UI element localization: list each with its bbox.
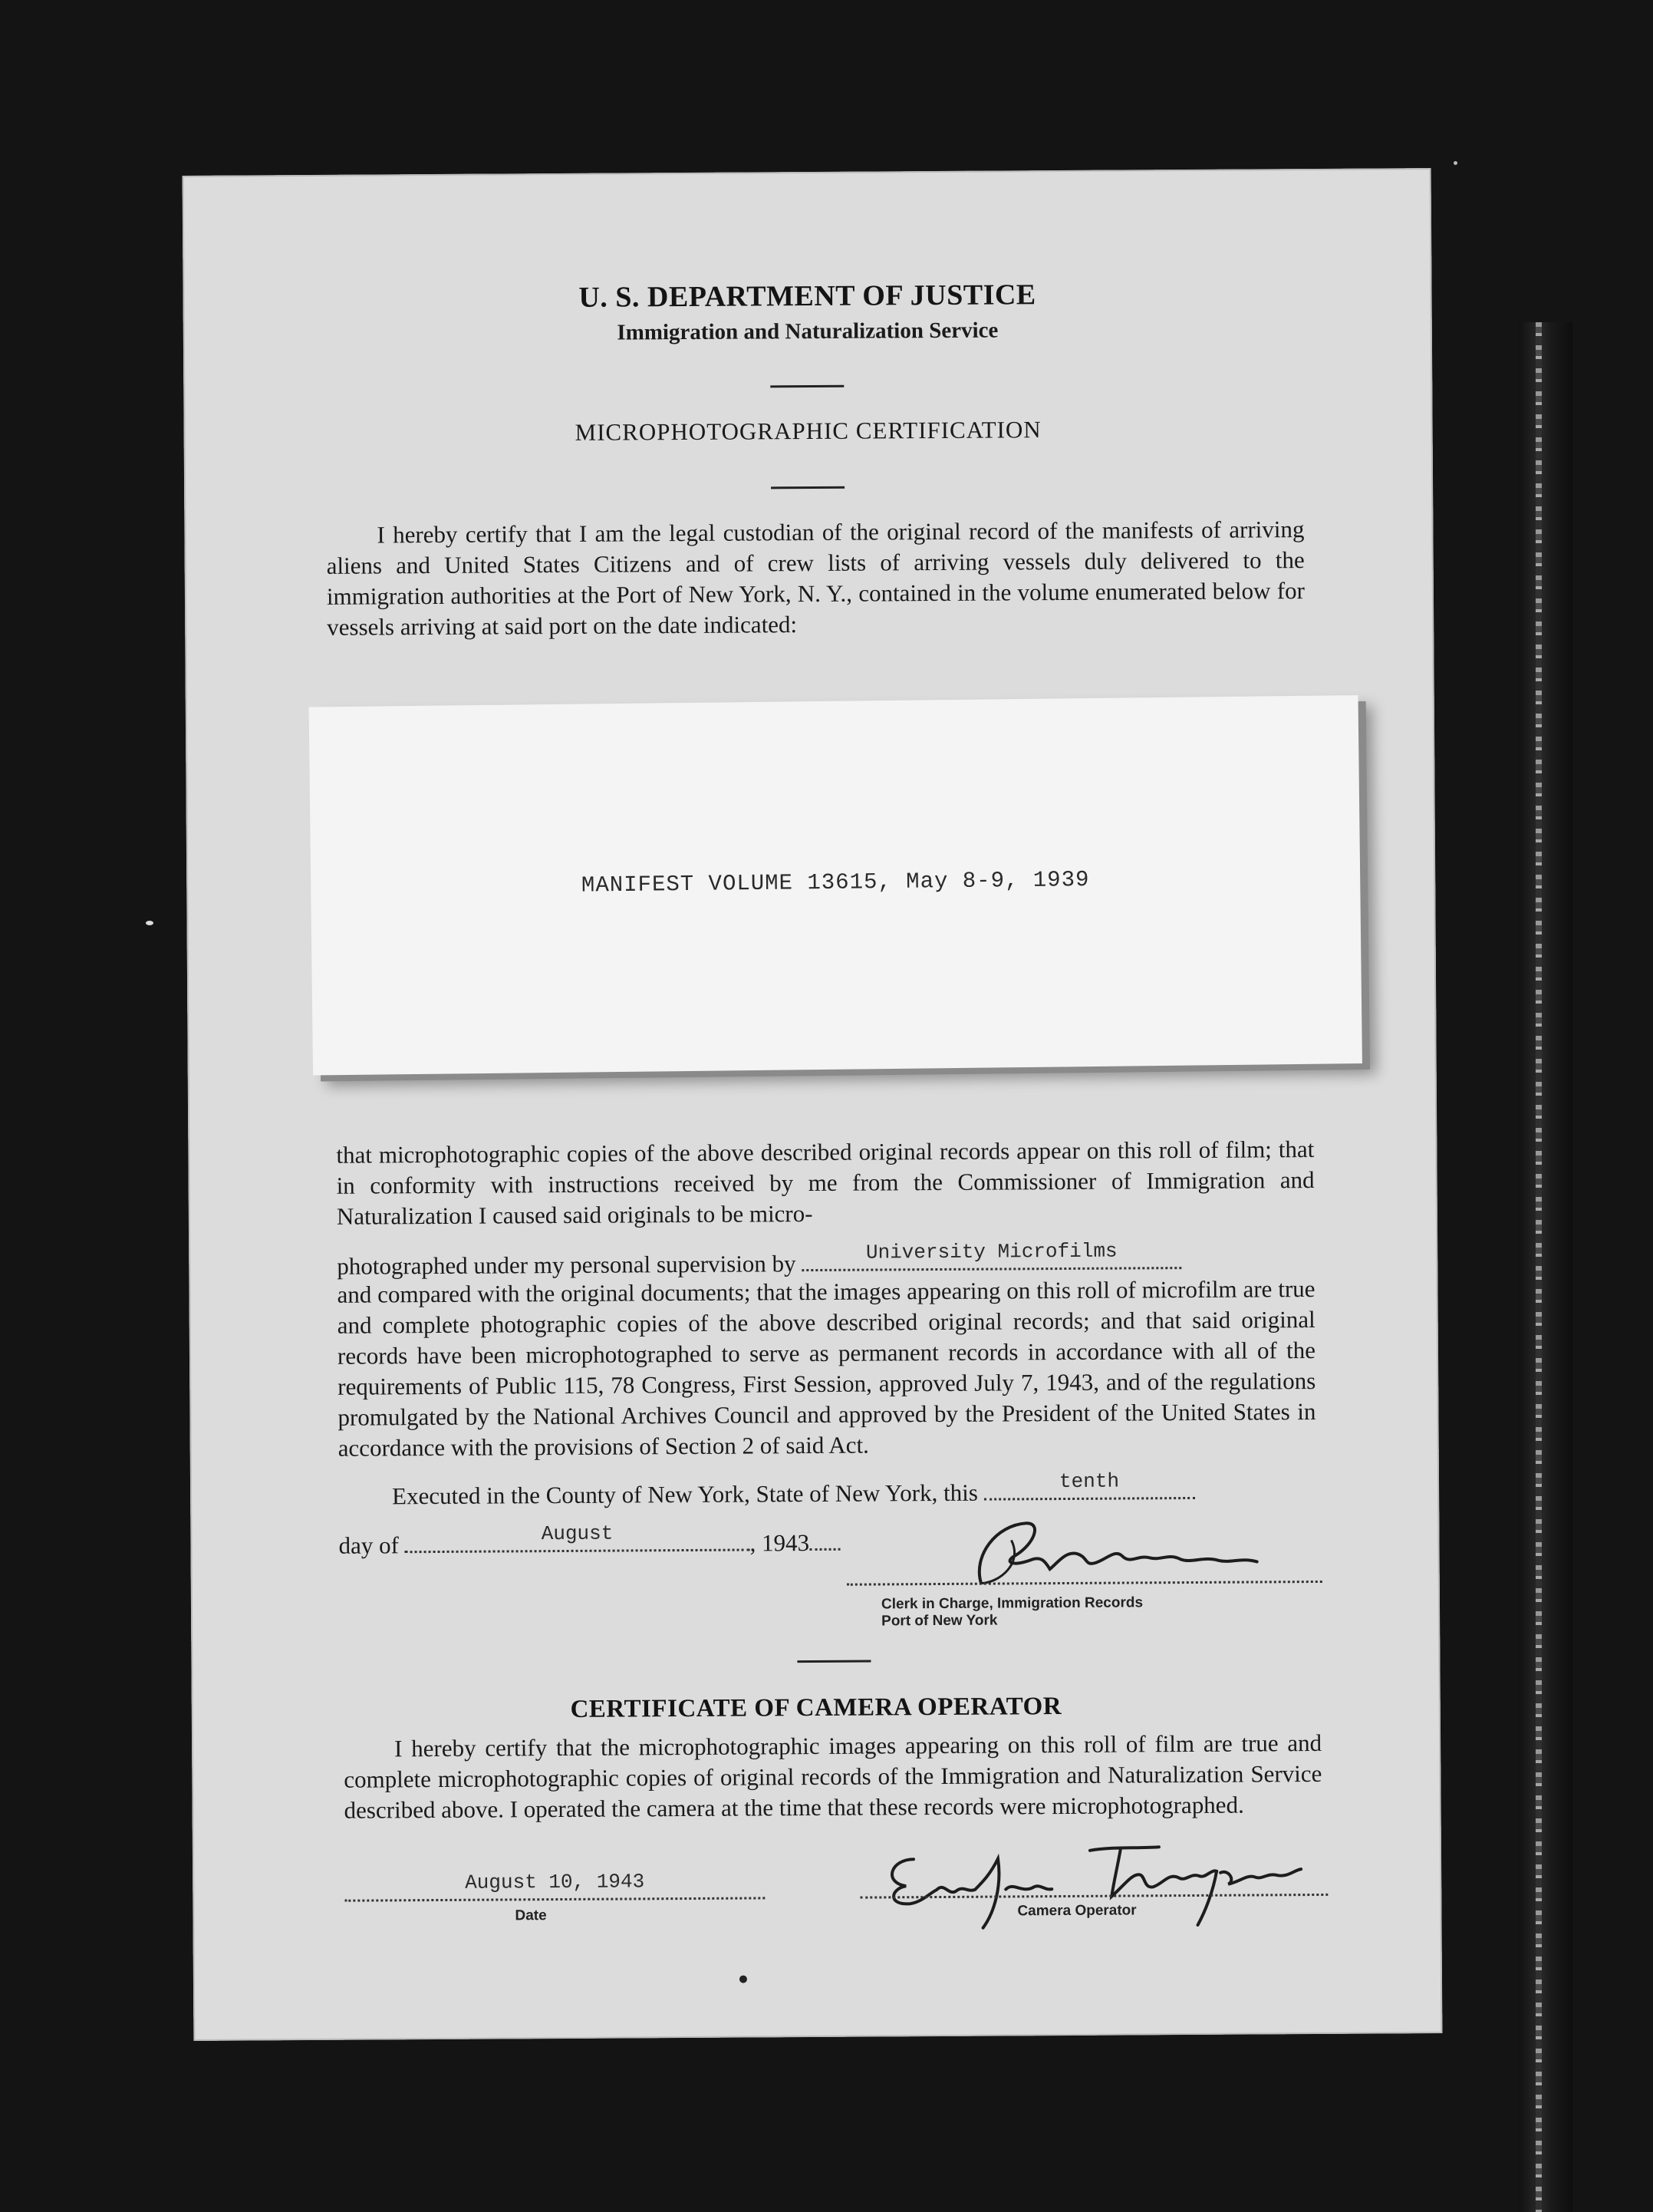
supervisor-field — [802, 1239, 1181, 1271]
date-label: Date — [515, 1907, 547, 1924]
film-speck — [146, 921, 153, 925]
department-heading: U. S. DEPARTMENT OF JUSTICE — [578, 279, 1036, 314]
body-paragraph-b: and compared with the original documents; that the images appearing on this roll of microfilm are true and complete photographic copies of the above described original records; and that said original records have been microphotographed to serve as permanent records in accordance with all of the requirements of Public 115, 78 Congress, First Session, approved July 7, 1943, and of the regulations promulgated by the National Archives Council and approved by the President of the United States in accordance with the provisions of Section 2 of said Act. — [337, 1275, 1316, 1462]
body-paragraph-a: that microphotographic copies of the above described original records appear on this roll of film; that in conformity with instructions received by me from the Commissioner of Immigration and Naturalization I caused said originals to be micro- — [336, 1136, 1315, 1230]
executed-prefix: Executed in the County of New York, State of New York, this — [392, 1479, 978, 1510]
executed-line — [392, 1469, 1195, 1510]
intro-paragraph: I hereby certify that I am the legal custodian of the original record of the manifests of arriving aliens and United States Citizens and of crew lists of arriving vessels duly delivered to the immigration authorities at the Port of New York, N. Y., contained in the volume enumerated below for vessels arriving at said port on the date indicated: — [326, 516, 1306, 641]
camera-operator-label: Camera Operator — [1017, 1902, 1137, 1920]
month-value: August — [541, 1521, 614, 1546]
camera-operator-title: CERTIFICATE OF CAMERA OPERATOR — [570, 1693, 1062, 1723]
year-suffix: , 1943 — [749, 1529, 810, 1557]
date-value: August 10, 1943 — [465, 1870, 645, 1894]
day-value: tenth — [1059, 1469, 1120, 1494]
date-field — [344, 1869, 765, 1901]
month-line — [338, 1521, 840, 1560]
supervision-prefix: photographed under my personal supervision by — [337, 1250, 796, 1280]
manifest-volume-text: MANIFEST VOLUME 13615, May 8-9, 1939 — [581, 867, 1090, 898]
clerk-caption — [881, 1594, 1143, 1630]
year-trailing-dots — [809, 1533, 840, 1551]
ink-speck — [739, 1976, 747, 1983]
divider-rule — [770, 385, 844, 388]
month-field — [404, 1521, 749, 1554]
certificate-page — [183, 168, 1443, 2041]
manifest-slip — [309, 695, 1362, 1075]
certification-title: MICROPHOTOGRAPHIC CERTIFICATION — [575, 416, 1042, 446]
camera-operator-signature — [868, 1826, 1329, 1937]
film-edge-strip — [1519, 322, 1572, 2212]
divider-rule — [797, 1660, 871, 1663]
film-speck — [1454, 161, 1457, 165]
day-field — [983, 1469, 1194, 1501]
clerk-caption-line1: Clerk in Charge, Immigration Records — [881, 1594, 1144, 1613]
clerk-caption-line2: Port of New York — [881, 1612, 998, 1630]
service-subheading: Immigration and Naturalization Service — [617, 318, 999, 345]
camera-paragraph: I hereby certify that the microphotographic images appearing on this roll of film are true and complete microphotographic copies of original records of the Immigration and Naturalization Service described above. I operated the camera at the time that these records were microphotographed. — [344, 1729, 1322, 1824]
supervisor-value: University Microfilms — [865, 1239, 1118, 1264]
day-of-label: day of — [338, 1531, 399, 1559]
divider-rule — [771, 486, 845, 490]
